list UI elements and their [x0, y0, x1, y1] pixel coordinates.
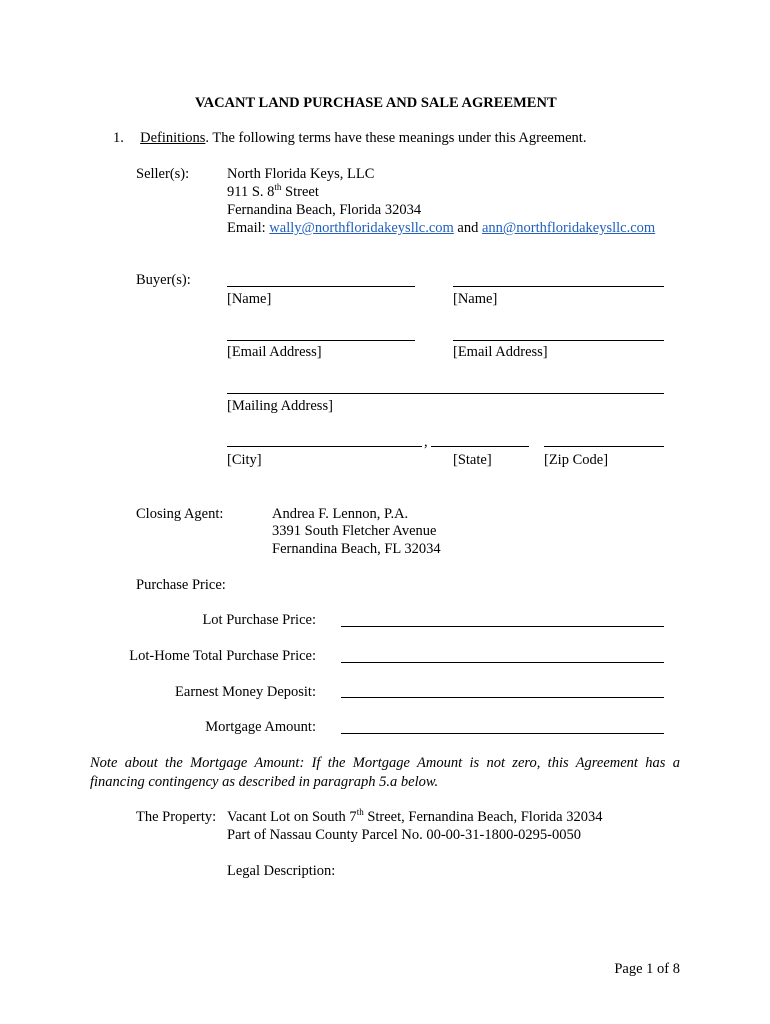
page-title: VACANT LAND PURCHASE AND SALE AGREEMENT: [195, 95, 557, 111]
definitions-heading: Definitions: [140, 130, 206, 146]
buyer-mailing-line[interactable]: [227, 393, 664, 394]
seller-email-label: Email:: [227, 220, 270, 236]
mortgage-amount-line[interactable]: [341, 733, 664, 734]
definitions-intro: . The following terms have these meanings under this Agreement.: [205, 130, 587, 146]
buyer-email-2-line[interactable]: [453, 340, 664, 341]
page-number: Page 1 of 8: [614, 961, 680, 977]
buyer-zip-caption: [Zip Code]: [544, 452, 609, 468]
buyer-name-1-line[interactable]: [227, 286, 415, 287]
closing-agent-street: 3391 South Fletcher Avenue: [272, 523, 437, 539]
lot-purchase-price-line[interactable]: [341, 626, 664, 627]
property-line-1-prefix: Vacant Lot on South 7: [227, 809, 357, 825]
buyer-label: Buyer(s):: [136, 272, 191, 288]
buyer-name-2-caption: [Name]: [453, 291, 498, 307]
property-label: The Property:: [136, 809, 217, 825]
legal-description-label: Legal Description:: [227, 863, 336, 879]
buyer-name-2-line[interactable]: [453, 286, 664, 287]
seller-name: North Florida Keys, LLC: [227, 166, 375, 182]
buyer-name-1-caption: [Name]: [227, 291, 272, 307]
seller-street-sup: th: [274, 182, 282, 193]
lot-purchase-price-label: Lot Purchase Price:: [202, 612, 316, 628]
buyer-state-caption: [State]: [453, 452, 492, 468]
definitions-paragraph: [113, 129, 586, 147]
buyer-city-comma: ,: [424, 434, 428, 450]
seller-street-prefix: 911 S. 8: [227, 184, 275, 200]
buyer-mailing-caption: [Mailing Address]: [227, 398, 333, 414]
section-number: 1.: [113, 130, 124, 146]
buyer-state-line[interactable]: [431, 446, 529, 447]
mortgage-amount-label: Mortgage Amount:: [205, 719, 316, 735]
seller-email-link-1[interactable]: wally@northfloridakeysllc.com: [269, 220, 454, 236]
mortgage-note: Note about the Mortgage Amount: If the Mortgage Amount is not zero, this Agreement has a financing contingency as described in paragraph 5.a below.: [90, 755, 680, 790]
closing-agent-name: Andrea F. Lennon, P.A.: [272, 506, 409, 522]
property-line-1-sup: th: [356, 807, 364, 818]
seller-email-joiner: and: [453, 220, 482, 236]
buyer-city-line[interactable]: [227, 446, 422, 447]
earnest-money-deposit-line[interactable]: [341, 697, 664, 698]
buyer-email-2-caption: [Email Address]: [453, 344, 548, 360]
seller-street: [227, 183, 319, 201]
seller-city-line: Fernandina Beach, Florida 32034: [227, 202, 422, 218]
closing-agent-label: Closing Agent:: [136, 506, 224, 522]
buyer-zip-line[interactable]: [544, 446, 664, 447]
seller-label: Seller(s):: [136, 166, 190, 182]
buyer-email-1-caption: [Email Address]: [227, 344, 322, 360]
lot-home-total-price-line[interactable]: [341, 662, 664, 663]
seller-email-link-2[interactable]: ann@northfloridakeysllc.com: [481, 220, 656, 236]
closing-agent-city-line: Fernandina Beach, FL 32034: [272, 541, 441, 557]
lot-home-total-price-label: Lot-Home Total Purchase Price:: [129, 648, 316, 664]
seller-street-suffix: Street: [281, 184, 319, 200]
purchase-price-label: Purchase Price:: [136, 577, 226, 593]
buyer-city-caption: [City]: [227, 452, 262, 468]
buyer-email-1-line[interactable]: [227, 340, 415, 341]
seller-email-line: [227, 219, 655, 237]
property-line-1: [227, 808, 603, 826]
earnest-money-deposit-label: Earnest Money Deposit:: [175, 684, 316, 700]
property-line-1-suffix: Street, Fernandina Beach, Florida 32034: [363, 809, 603, 825]
property-parcel-line: Part of Nassau County Parcel No. 00-00-31-1800-0295-0050: [227, 827, 581, 843]
